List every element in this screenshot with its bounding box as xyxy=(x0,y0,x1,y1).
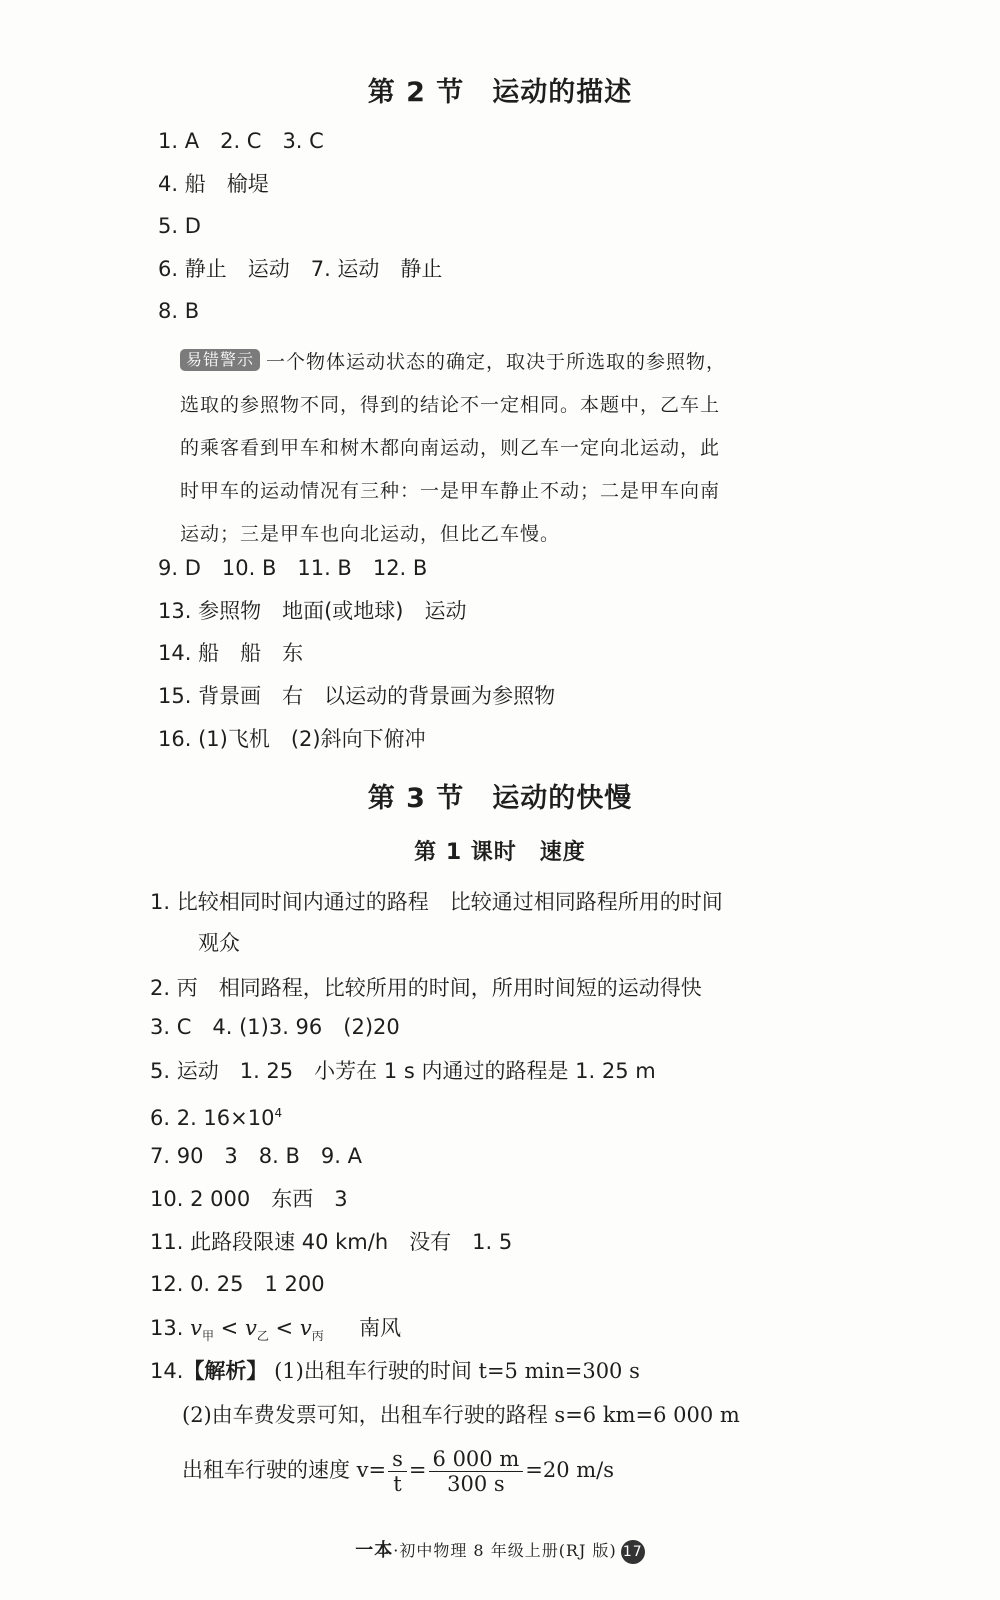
answer-line xyxy=(150,1313,401,1351)
book-title: ·初中物理 8 年级上册(RJ 版) xyxy=(393,1541,617,1560)
answer-line: 16. (1)飞机 (2)斜向下俯冲 xyxy=(158,727,426,751)
solution-line: (2)由车费发票可知，出租车行驶的路程 s=6 km=6 000 m xyxy=(182,1403,740,1427)
solution-text: 出租车行驶的速度 v= xyxy=(182,1458,387,1482)
less-than: < xyxy=(220,1316,239,1340)
numerator: s xyxy=(388,1447,407,1472)
subscript: 甲 xyxy=(201,1329,214,1344)
velocity-symbol: v xyxy=(244,1316,257,1340)
answer-line: 2. 丙 相同路程，比较所用的时间，所用时间短的运动得快 xyxy=(150,976,702,1000)
answer-line: 5. 运动 1. 25 小芳在 1 s 内通过的路程是 1. 25 m xyxy=(150,1059,656,1083)
answer-text: 南风 xyxy=(359,1316,402,1340)
answer-line: 4. 船 榆堤 xyxy=(158,172,269,196)
section-title: 第 2 节 运动的描述 xyxy=(367,77,633,108)
denominator: 300 s xyxy=(447,1472,505,1496)
answer-line xyxy=(150,1098,282,1133)
analysis-tag: 【解析】 xyxy=(183,1359,268,1383)
exponent: 4 xyxy=(274,1106,283,1120)
page-footer xyxy=(0,1536,1000,1564)
answer-line: 8. B xyxy=(158,299,200,323)
answer-line: 10. 2 000 东西 3 xyxy=(150,1187,348,1211)
lesson-subtitle: 第 1 课时 速度 xyxy=(414,840,586,865)
denominator: t xyxy=(393,1472,402,1496)
note-line: 选取的参照物不同，得到的结论不一定相同。本题中，乙车上 xyxy=(180,394,721,416)
answer-line: 1. 比较相同时间内通过的路程 比较通过相同路程所用的时间 xyxy=(150,890,723,914)
answer-line: 12. 0. 25 1 200 xyxy=(150,1272,325,1296)
answer-number: 13. xyxy=(150,1316,184,1340)
page-number: 17 xyxy=(621,1540,645,1564)
velocity-symbol: v xyxy=(299,1316,312,1340)
solution-text: (1)出租车行驶的时间 t=5 min=300 s xyxy=(274,1359,640,1383)
answer-line: 11. 此路段限速 40 km/h 没有 1. 5 xyxy=(150,1230,513,1254)
note-text: 一个物体运动状态的确定，取决于所选取的参照物， xyxy=(266,351,727,373)
note-line: 运动；三是甲车也向北运动，但比乙车慢。 xyxy=(180,523,561,545)
brand-name: 一本 xyxy=(355,1540,394,1561)
subscript: 丙 xyxy=(311,1329,324,1344)
note-line: 的乘客看到甲车和树木都向南运动，则乙车一定向北运动，此 xyxy=(180,437,721,459)
answer-line: 7. 90 3 8. B 9. A xyxy=(150,1144,362,1168)
answer-line: 15. 背景画 右 以运动的背景画为参照物 xyxy=(158,684,556,708)
answer-line: 13. 参照物 地面(或地球) 运动 xyxy=(158,599,467,623)
numerator: 6 000 m xyxy=(429,1447,524,1472)
answer-line: 6. 静止 运动 7. 运动 静止 xyxy=(158,257,443,281)
error-warning-note xyxy=(180,341,800,556)
note-line: 时甲车的运动情况有三种：一是甲车静止不动；二是甲车向南 xyxy=(180,480,721,502)
subscript: 乙 xyxy=(256,1329,269,1344)
answer-line: 3. C 4. (1)3. 96 (2)20 xyxy=(150,1015,400,1039)
error-warning-tag: 易错警示 xyxy=(180,349,260,371)
velocity-symbol: v xyxy=(190,1316,202,1340)
answer-line: 5. D xyxy=(158,214,201,238)
section-title: 第 3 节 运动的快慢 xyxy=(367,783,633,814)
answer-number: 14. xyxy=(150,1359,184,1383)
answer-line: 1. A 2. C 3. C xyxy=(158,129,324,153)
answer-text: 6. 2. 16×10 xyxy=(150,1106,275,1130)
answer-line: 14. 船 船 东 xyxy=(158,641,304,665)
fraction xyxy=(429,1447,524,1496)
solution-line xyxy=(182,1445,614,1496)
answer-line xyxy=(150,1356,640,1386)
solution-text: =20 m/s xyxy=(525,1458,615,1482)
fraction xyxy=(388,1447,407,1496)
less-than: < xyxy=(275,1316,294,1340)
equals: = xyxy=(408,1458,427,1482)
note-line xyxy=(180,341,800,384)
answer-line: 观众 xyxy=(198,931,240,955)
answer-line: 9. D 10. B 11. B 12. B xyxy=(158,556,428,580)
